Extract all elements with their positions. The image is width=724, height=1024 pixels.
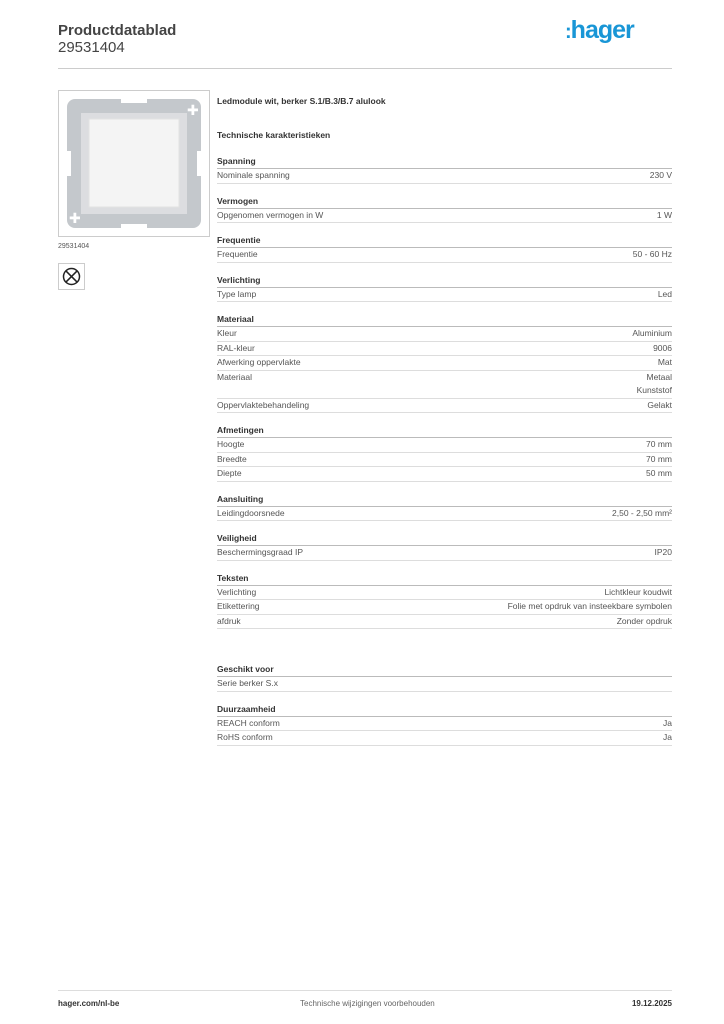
lamp-symbol-icon — [58, 263, 85, 290]
spec-group — [217, 703, 672, 746]
spec-label: Etikettering — [217, 601, 260, 611]
spec-label: Type lamp — [217, 288, 257, 299]
spec-value: IP20 — [654, 547, 672, 557]
spec-value: Lichtkleur koudwit — [604, 586, 672, 597]
spec-label: Verlichting — [217, 586, 257, 597]
spec-group-title: Teksten — [217, 572, 672, 586]
spec-group — [217, 195, 672, 224]
spec-row — [217, 586, 672, 601]
spec-group — [217, 274, 672, 303]
spec-label: Kleur — [217, 328, 237, 338]
spec-label: Breedte — [217, 453, 247, 464]
spec-group-title: Spanning — [217, 155, 672, 169]
spec-value: Aluminium — [632, 328, 672, 338]
spec-value: 2,50 - 2,50 mm² — [612, 507, 672, 518]
spec-row — [217, 453, 672, 468]
header-divider — [58, 68, 672, 69]
spec-label: RoHS conform — [217, 732, 273, 742]
spec-label: Beschermingsgraad IP — [217, 547, 303, 557]
spec-value: Zonder opdruk — [616, 615, 672, 626]
spec-row — [217, 546, 672, 561]
spec-group-title: Afmetingen — [217, 424, 672, 438]
spec-value: 230 V — [649, 170, 672, 180]
spec-value: Gelakt — [647, 399, 672, 410]
spec-label: Opgenomen vermogen in W — [217, 209, 324, 220]
spec-row — [217, 399, 672, 414]
footer-website-link[interactable]: hager.com/nl-be — [58, 999, 120, 1008]
spec-label: Frequentie — [217, 249, 258, 259]
spec-label: Diepte — [217, 468, 242, 478]
spec-value: 70 mm — [646, 453, 672, 464]
page-title: Productdatablad — [58, 22, 177, 39]
spec-group-title: Geschikt voor — [217, 663, 672, 677]
footer-date: 19.12.2025 — [631, 999, 672, 1008]
svg-text:✚: ✚ — [69, 210, 81, 226]
spec-label: afdruk — [217, 615, 241, 626]
spec-group-title: Materiaal — [217, 313, 672, 327]
spec-row — [217, 731, 672, 746]
spec-value: 1 W — [656, 209, 672, 220]
spec-label: Oppervlaktebehandeling — [217, 399, 310, 410]
spec-value: Mat — [657, 357, 672, 367]
spec-label: Serie berker S.x — [217, 678, 278, 688]
spec-row — [217, 507, 672, 522]
spec-value: Metaal Kunststof — [636, 371, 672, 395]
spec-label: REACH conform — [217, 717, 280, 728]
spec-row — [217, 356, 672, 371]
spec-row — [217, 677, 672, 692]
spec-label: Nominale spanning — [217, 170, 290, 180]
spec-group-title: Veiligheid — [217, 532, 672, 546]
spec-row — [217, 438, 672, 453]
spec-row — [217, 615, 672, 630]
spec-group — [217, 493, 672, 522]
spec-label: RAL-kleur — [217, 342, 255, 353]
spec-group-title: Aansluiting — [217, 493, 672, 507]
svg-text:✚: ✚ — [187, 102, 199, 118]
spec-value: 9006 — [653, 342, 672, 353]
spec-row — [217, 467, 672, 482]
spec-value: Led — [657, 288, 672, 299]
spec-value: Ja — [663, 717, 672, 728]
footer-divider — [58, 990, 672, 991]
spec-label: Hoogte — [217, 439, 245, 449]
spec-row — [217, 327, 672, 342]
spec-group — [217, 155, 672, 184]
spec-label: Materiaal — [217, 371, 252, 382]
spec-group — [217, 424, 672, 482]
spec-group — [217, 234, 672, 263]
image-caption: 29531404 — [58, 243, 90, 250]
spec-value: Folie met opdruk van insteekbare symbolen — [507, 601, 672, 611]
spec-label: Leidingdoorsnede — [217, 507, 285, 518]
spec-group-title: Verlichting — [217, 274, 672, 288]
spec-row — [217, 209, 672, 224]
spec-content — [217, 96, 672, 746]
spec-group-title: Vermogen — [217, 195, 672, 209]
spec-value: 50 - 60 Hz — [632, 249, 672, 259]
footer-disclaimer: Technische wijzigingen voorbehouden — [300, 999, 435, 1008]
spec-row — [217, 717, 672, 732]
spec-group — [217, 532, 672, 561]
spec-row — [217, 169, 672, 184]
spec-label: Afwerking oppervlakte — [217, 357, 301, 367]
spec-value: Ja — [663, 732, 672, 742]
product-image — [58, 90, 210, 237]
section-title: Technische karakteristieken — [217, 130, 331, 140]
spec-row — [217, 288, 672, 303]
product-title: Ledmodule wit, berker S.1/B.3/B.7 alulook — [217, 96, 386, 106]
spec-row — [217, 248, 672, 263]
spec-group — [217, 313, 672, 413]
spec-group — [217, 572, 672, 630]
product-number: 29531404 — [58, 39, 125, 56]
spec-row — [217, 371, 672, 399]
spec-group-title: Duurzaamheid — [217, 703, 672, 717]
hager-logo: :hager — [565, 16, 634, 44]
spec-row — [217, 342, 672, 357]
spec-group — [217, 663, 672, 692]
spec-row — [217, 600, 672, 615]
spec-value: 70 mm — [646, 439, 672, 449]
spec-group-title: Frequentie — [217, 234, 672, 248]
spec-value: 50 mm — [646, 468, 672, 478]
